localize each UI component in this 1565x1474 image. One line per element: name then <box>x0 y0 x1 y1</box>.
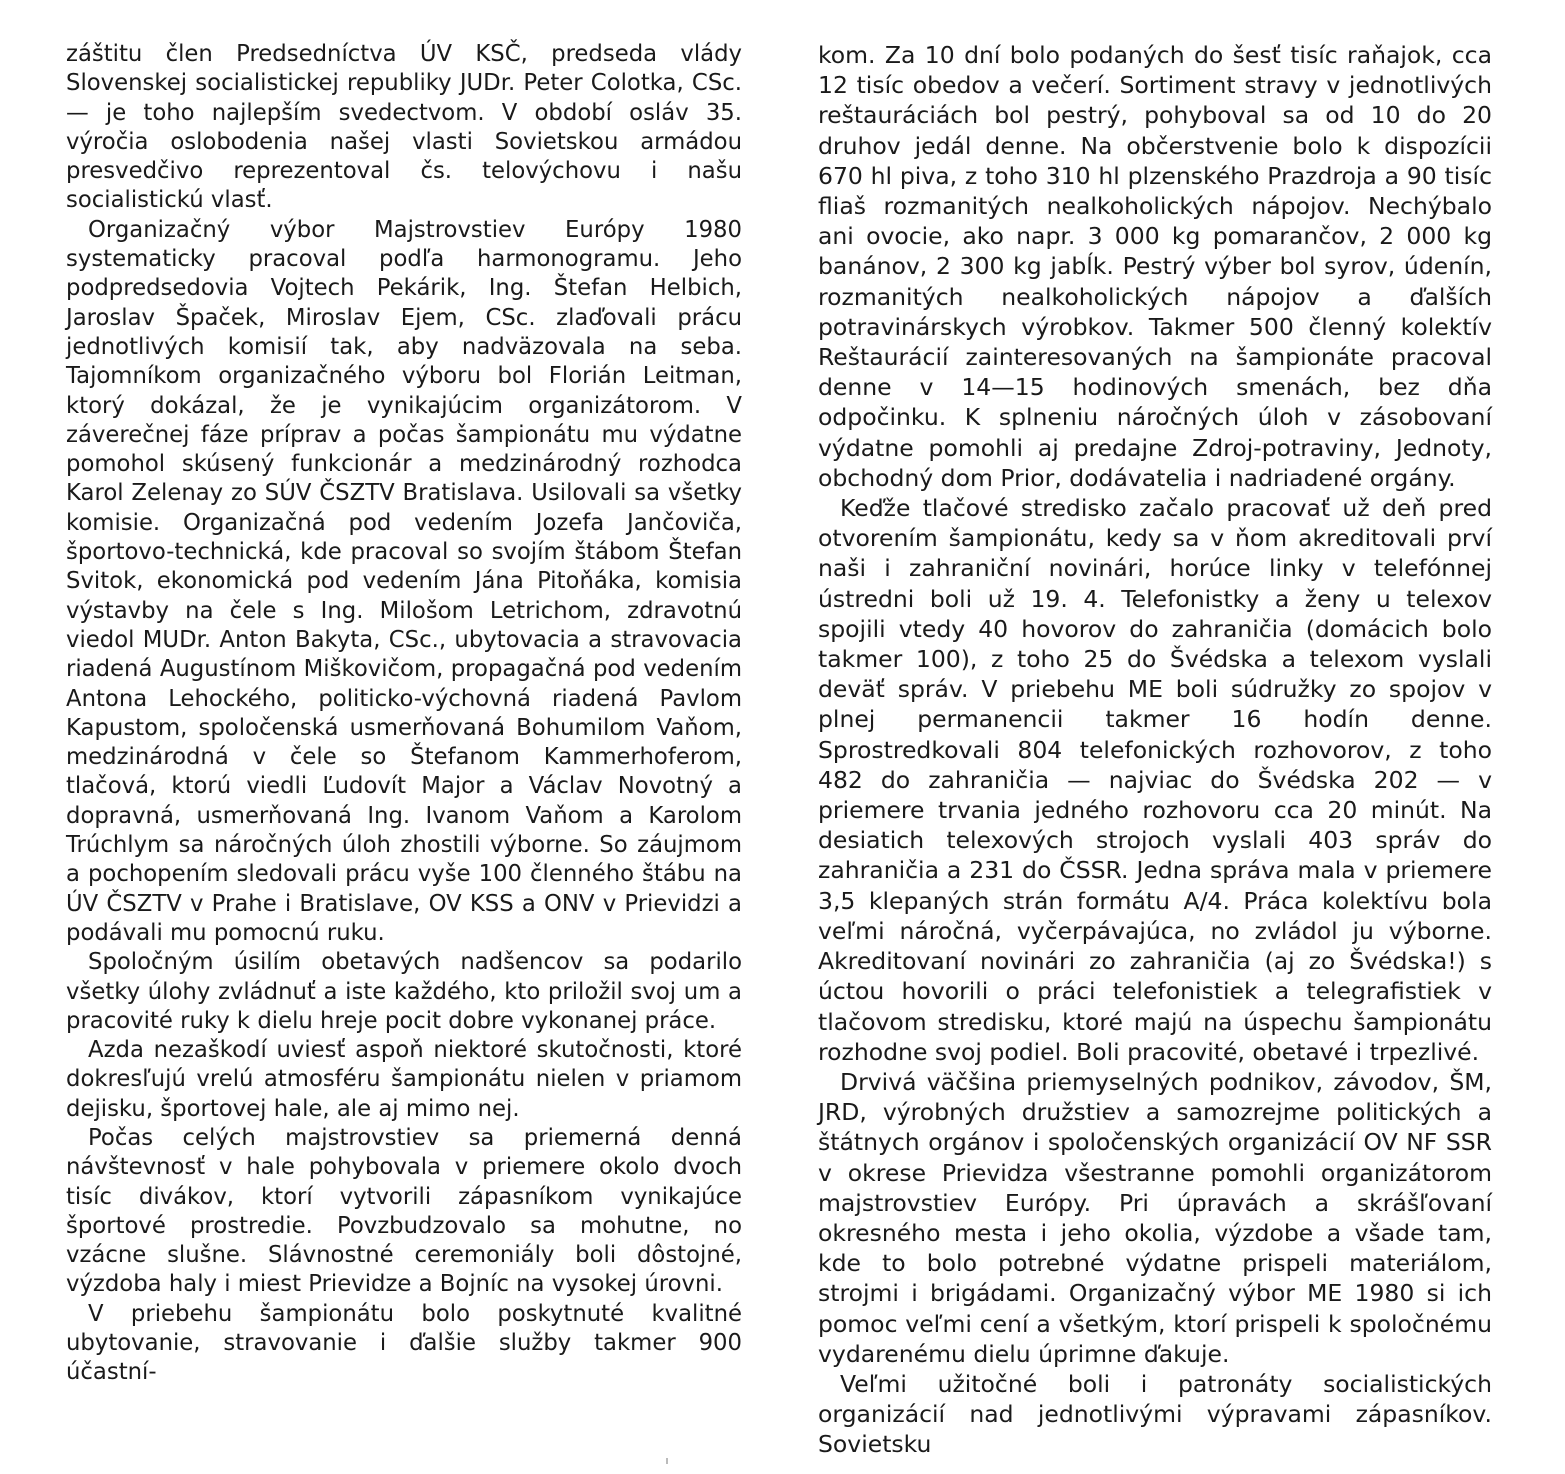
paragraph: Počas celých majstrovstiev sa priemerná denná návštevnosť v hale pohybovala v priemere okolo dvoch tisíc divákov, ktorí vytvorili zápasníkom vynikajúce športové prostredie. Povzbudzovalo sa mohutne, no vzácne slušne. Slávnostné ceremoniály boli dôstojné, výzdoba haly i miest Prievidze a Bojníc na vysokej úrovni. <box>66 1124 742 1298</box>
paragraph: Organizačný výbor Majstrovstiev Európy 1980 systematicky pracoval podľa harmonogramu. Jeho podpredsedovia Vojtech Pekárik, Ing. Štefan Helbich, Jaroslav Špaček, Miroslav Ejem, CSc. zlaďovali prácu jednotlivých komisií tak, aby nadväzovala na seba. Tajomníkom organizačného výboru bol Florián Leitman, ktorý dokázal, že je vynikajúcim organizátorom. V záverečnej fáze príprav a počas šampionátu mu výdatne pomohol skúsený funkcionár a medzinárodný rozhodca Karol Zelenay zo SÚV ČSZTV Bratislava. Usilovali sa všetky komisie. Organizačná pod vedením Jozefa Jančoviča, športovo-technická, kde pracoval so svojím štábom Štefan Svitok, ekonomická pod vedením Jána Pitoňáka, komisia výstavby na čele s Ing. Milošom Letrichom, zdravotnú viedol MUDr. Anton Bakyta, CSc., ubytovacia a stravovacia riadená Augustínom Miškovičom, propagačná pod vedením Antona Lehockého, politicko-výchovná riadená Pavlom Kapustom, spoločenská usmerňovaná Bohumilom Vaňom, medzinárodná v čele so Štefanom Kammerhoferom, tlačová, ktorú viedli Ľudovít Major a Václav Novotný a dopravná, usmerňovaná Ing. Ivanom Vaňom a Karolom Trúchlym sa náročných úloh zhostili výborne. So záujmom a pochopením sledovali prácu vyše 100 členného štábu na ÚV ČSZTV v Prahe i Bratislave, OV KSS a ONV v Prievidzi a podávali mu pomocnú ruku. <box>66 216 742 946</box>
paragraph: Spoločným úsilím obetavých nadšencov sa podarilo všetky úlohy zvládnuť a iste každého, kto priložil svoj um a pracovité ruky k dielu hreje pocit dobre vykonanej práce. <box>66 949 742 1034</box>
scan-artifact <box>666 1458 668 1464</box>
paragraph: Keďže tlačové stredisko začalo pracovať už deň pred otvorením šampionátu, kedy sa v ňom akreditovali prví naši i zahraniční novinári, horúce linky v telefónnej ústredni boli už 19. 4. Telefonistky a ženy u telexov spojili vtedy 40 hovorov do zahraničia (domácich bolo takmer 100), z toho 25 do Švédska a telexom vyslali deväť správ. V priebehu ME boli súdružky zo spojov v plnej permanencii takmer 16 hodín denne. Sprostredkovali 804 telefonických rozhovorov, z toho 482 do zahraničia — najviac do Švédska 202 — v priemere trvania jedného rozhovoru cca 20 minút. Na desiatich telexových strojoch vyslali 403 správ do zahraničia a 231 do ČSSR. Jedna správa mala v priemere 3,5 klepaných strán formátu A/4. Práca kolektívu bola veľmi náročná, vyčerpávajúca, no zvládol ju výborne. Akreditovaní novinári zo zahraničia (aj zo Švédska!) s úctou hovorili o práci telefonistiek a telegrafistiek v tlačovom stredisku, ktoré majú na úspechu šampionátu rozhodne svoj podiel. Boli pracovité, obetavé i trpezlivé. <box>818 494 1492 1066</box>
left-text-column <box>66 40 742 1388</box>
paragraph: Azda nezaškodí uviesť aspoň niektoré skutočnosti, ktoré dokresľujú vrelú atmosféru šampionátu nielen v priamom dejisku, športovej hale, ale aj mimo nej. <box>66 1037 742 1122</box>
paragraph: záštitu člen Predsedníctva ÚV KSČ, predseda vlády Slovenskej socialistickej republiky JUDr. Peter Colotka, CSc. — je toho najlepším svedectvom. V období osláv 35. výročia oslobodenia našej vlasti Sovietskou armádou presvedčivo reprezentoval čs. telovýchovu i našu socialistickú vlasť. <box>66 41 742 214</box>
paragraph: kom. Za 10 dní bolo podaných do šesť tisíc raňajok, cca 12 tisíc obedov a večerí. Sortiment stravy v jednotlivých reštauráciách bol pestrý, pohyboval sa od 10 do 20 druhov jedál denne. Na občerstvenie bolo k dispozícii 670 hl piva, z toho 310 hl plzenského Prazdroja a 90 tisíc fliaš rozmanitých nealkoholických nápojov. Nechýbalo ani ovocie, ako napr. 3 000 kg pomarančov, 2 000 kg banánov, 2 300 kg jabĺk. Pestrý výber bol syrov, údenín, rozmanitých nealkoholických nápojov a ďalších potravinárskych výrobkov. Takmer 500 členný kolektív Reštaurácií zainteresovaných na šampionáte pracoval denne v 14—15 hodinových smenách, bez dňa odpočinku. K splneniu náročných úloh v zásobovaní výdatne pomohli aj predajne Zdroj-potraviny, Jednoty, obchodný dom Prior, dodávatelia i nadriadené orgány. <box>818 41 1492 492</box>
right-text-column <box>818 40 1492 1460</box>
paragraph: Veľmi užitočné boli i patronáty socialistických organizácií nad jednotlivými výpravami zápasníkov. Sovietsku <box>818 1369 1492 1459</box>
paragraph: Drvivá väčšina priemyselných podnikov, závodov, ŠM, JRD, výrobných družstiev a samozrejme politických a štátnych orgánov i spoločenských organizácií OV NF SSR v okrese Prievidza všestranne pomohli organizátorom majstrovstiev Európy. Pri úpravách a skrášľovaní okresného mesta i jeho okolia, výzdobe a všade tam, kde to bolo potrebné výdatne prispeli materiálom, strojmi i brigádami. Organizačný výbor ME 1980 si ich pomoc veľmi cení a všetkým, ktorí prispeli k spoločnému vydarenému dielu úprimne ďakuje. <box>818 1067 1492 1368</box>
paragraph: V priebehu šampionátu bolo poskytnuté kvalitné ubytovanie, stravovanie i ďalšie služby takmer 900 účastní- <box>66 1300 742 1386</box>
